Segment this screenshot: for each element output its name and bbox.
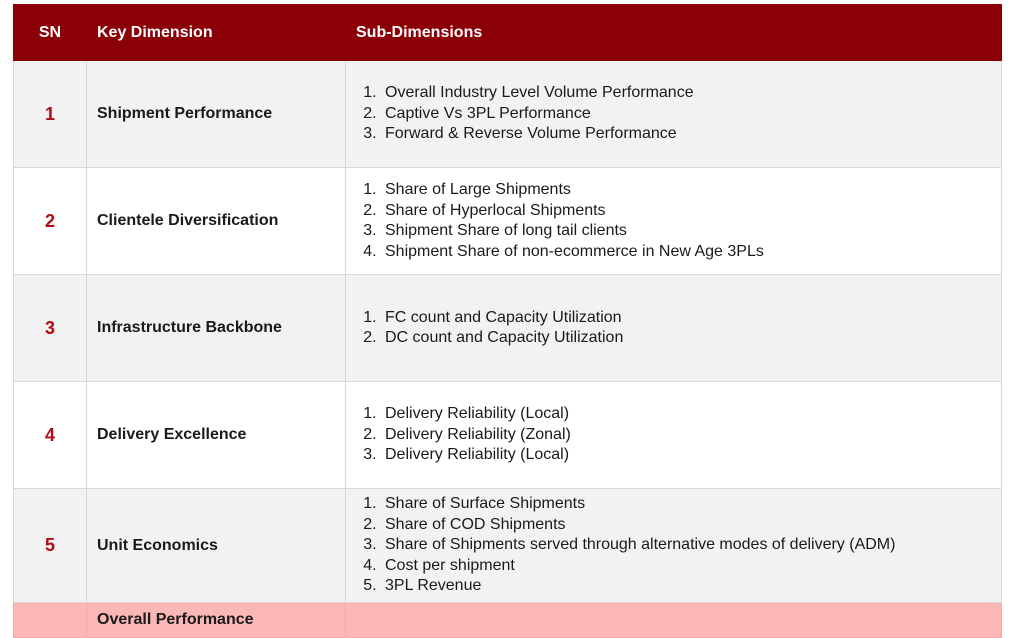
row-sub-dimensions <box>346 489 1002 603</box>
sub-dimension-item: 1. Overall Industry Level Volume Performance <box>381 83 1001 104</box>
table-row <box>14 489 1002 603</box>
row-sn: 5 <box>14 489 87 603</box>
row-key-dimension: Shipment Performance <box>87 61 346 168</box>
table-header <box>14 5 1002 61</box>
sub-dimension-item: 2. Share of COD Shipments <box>381 515 1001 536</box>
sub-dimension-item: 1. Delivery Reliability (Local) <box>381 404 1001 425</box>
table-row <box>14 61 1002 168</box>
sub-dimension-item: 2. DC count and Capacity Utilization <box>381 328 1001 349</box>
row-key-dimension: Infrastructure Backbone <box>87 275 346 382</box>
header-sn: SN <box>14 5 87 61</box>
sub-dimension-item: 3. Share of Shipments served through alternative modes of delivery (ADM) <box>381 535 1001 556</box>
row-sub-dimensions <box>346 382 1002 489</box>
sub-dimension-list <box>356 404 1001 466</box>
row-sub-dimensions <box>346 168 1002 275</box>
sub-dimension-item: 1. Share of Large Shipments <box>381 180 1001 201</box>
row-sn: 1 <box>14 61 87 168</box>
sub-dimension-item: 4. Shipment Share of non-ecommerce in New Age 3PLs <box>381 242 1001 263</box>
dimensions-table-container <box>13 4 1001 638</box>
header-sub-dimensions: Sub-Dimensions <box>346 5 1002 61</box>
row-sn: 3 <box>14 275 87 382</box>
table-row <box>14 275 1002 382</box>
row-sn: 4 <box>14 382 87 489</box>
sub-dimension-item: 1. FC count and Capacity Utilization <box>381 308 1001 329</box>
row-key-dimension: Clientele Diversification <box>87 168 346 275</box>
sub-dimension-list <box>356 494 1001 597</box>
row-sub-dimensions <box>346 61 1002 168</box>
overall-performance-row <box>14 603 1002 638</box>
overall-sub-dimensions <box>346 603 1002 638</box>
sub-dimension-item: 1. Share of Surface Shipments <box>381 494 1001 515</box>
row-key-dimension: Delivery Excellence <box>87 382 346 489</box>
overall-sn <box>14 603 87 638</box>
table-row <box>14 168 1002 275</box>
header-key-dimension: Key Dimension <box>87 5 346 61</box>
sub-dimension-item: 2. Share of Hyperlocal Shipments <box>381 201 1001 222</box>
sub-dimension-item: 3. Delivery Reliability (Local) <box>381 445 1001 466</box>
row-key-dimension: Unit Economics <box>87 489 346 603</box>
sub-dimension-item: 4. Cost per shipment <box>381 556 1001 577</box>
table-body <box>14 61 1002 638</box>
row-sn: 2 <box>14 168 87 275</box>
sub-dimension-item: 2. Delivery Reliability (Zonal) <box>381 425 1001 446</box>
row-sub-dimensions <box>346 275 1002 382</box>
sub-dimension-item: 3. Shipment Share of long tail clients <box>381 221 1001 242</box>
sub-dimension-list <box>356 83 1001 145</box>
sub-dimension-list <box>356 308 1001 349</box>
sub-dimension-list <box>356 180 1001 262</box>
header-row <box>14 5 1002 61</box>
overall-performance-label: Overall Performance <box>87 603 346 638</box>
sub-dimension-item: 2. Captive Vs 3PL Performance <box>381 104 1001 125</box>
sub-dimension-item: 5. 3PL Revenue <box>381 576 1001 597</box>
table-row <box>14 382 1002 489</box>
dimensions-table <box>13 4 1002 638</box>
sub-dimension-item: 3. Forward & Reverse Volume Performance <box>381 124 1001 145</box>
